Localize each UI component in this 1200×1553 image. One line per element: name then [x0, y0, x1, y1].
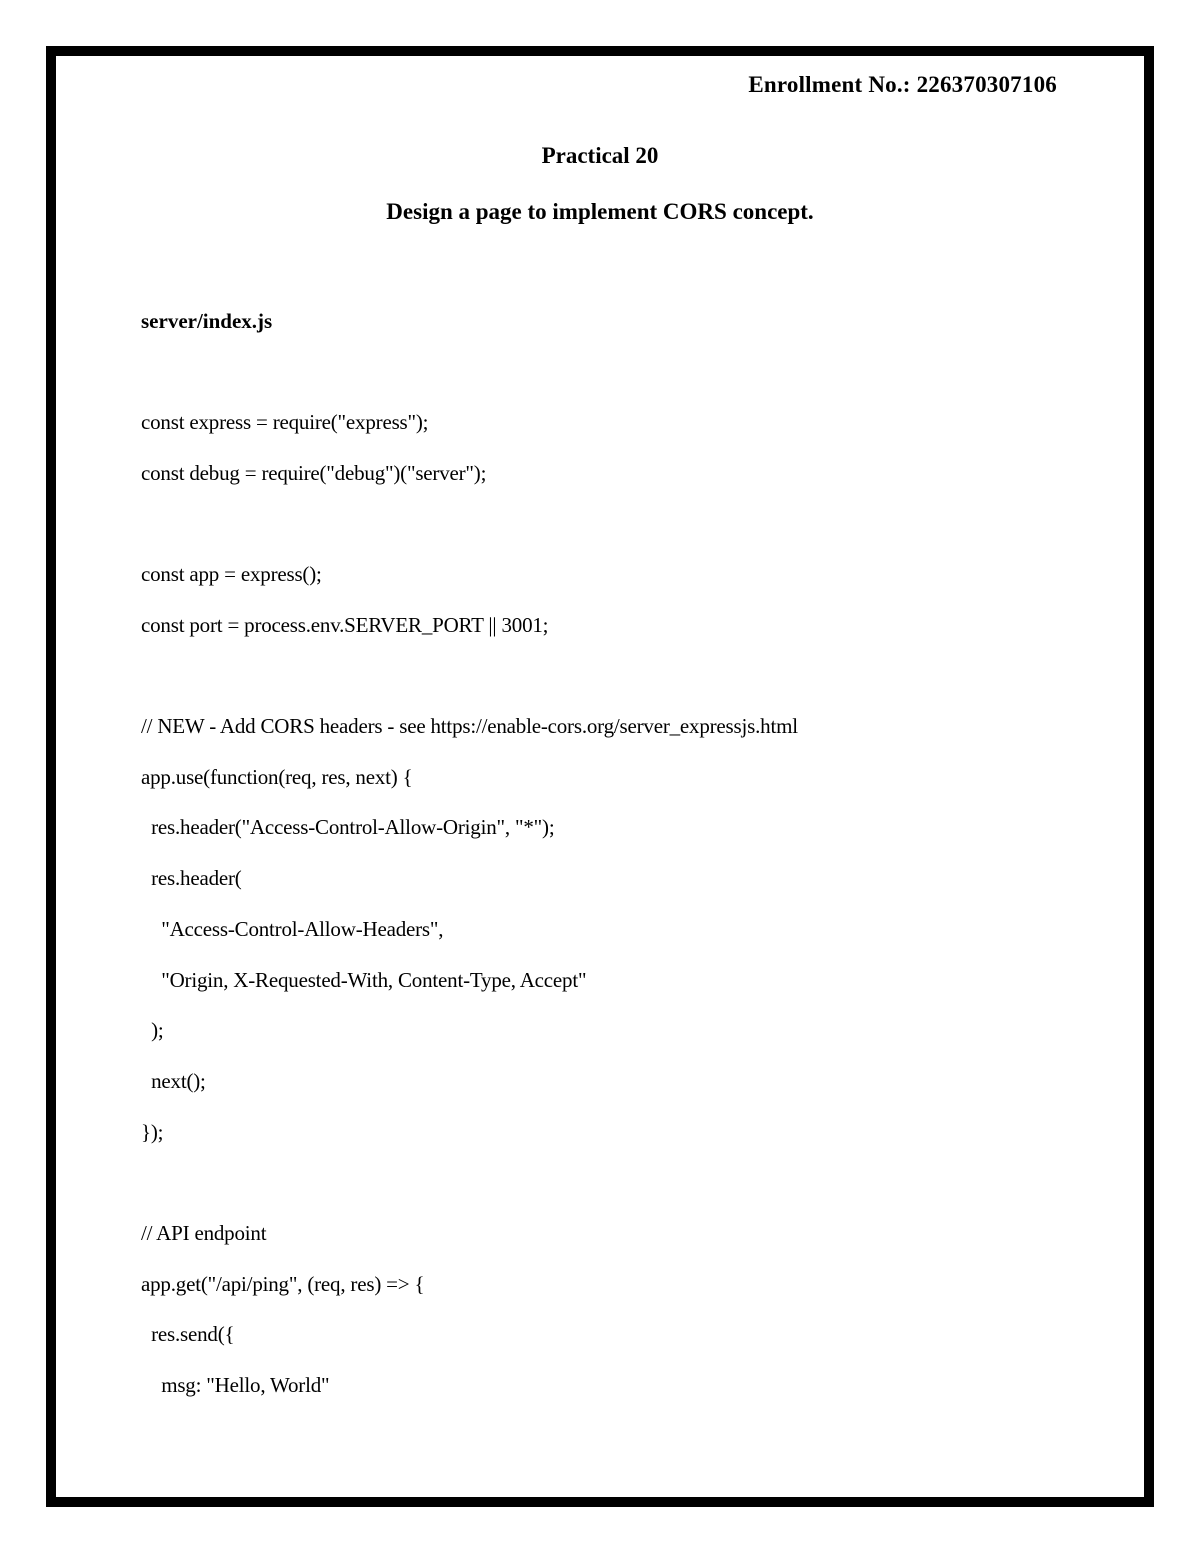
code-line: res.send({	[141, 1322, 235, 1346]
code-line: );	[141, 1018, 164, 1042]
code-line: "Access-Control-Allow-Headers",	[141, 917, 444, 941]
practical-title: Practical 20	[541, 143, 659, 168]
code-line: res.header(	[141, 866, 242, 890]
code-line: const debug = require("debug")("server");	[141, 461, 487, 485]
file-heading: server/index.js	[141, 309, 273, 333]
code-line: res.header("Access-Control-Allow-Origin", "*");	[141, 815, 555, 839]
code-line: app.get("/api/ping", (req, res) => {	[141, 1272, 425, 1296]
code-line: const port = process.env.SERVER_PORT || 3001;	[141, 613, 549, 637]
code-line: next();	[141, 1069, 206, 1093]
code-line: // API endpoint	[141, 1221, 267, 1245]
code-line: });	[141, 1120, 164, 1144]
code-line: app.use(function(req, res, next) {	[141, 765, 413, 789]
practical-aim: Design a page to implement CORS concept.	[386, 199, 814, 224]
code-line: msg: "Hello, World"	[141, 1373, 330, 1397]
code-line: "Origin, X-Requested-With, Content-Type, Accept"	[141, 968, 587, 992]
enrollment-number: Enrollment No.: 226370307106	[748, 72, 1057, 97]
code-line: const app = express();	[141, 562, 322, 586]
code-line: // NEW - Add CORS headers - see https://enable-cors.org/server_expressjs.html	[141, 714, 798, 738]
code-line: const express = require("express");	[141, 410, 429, 434]
